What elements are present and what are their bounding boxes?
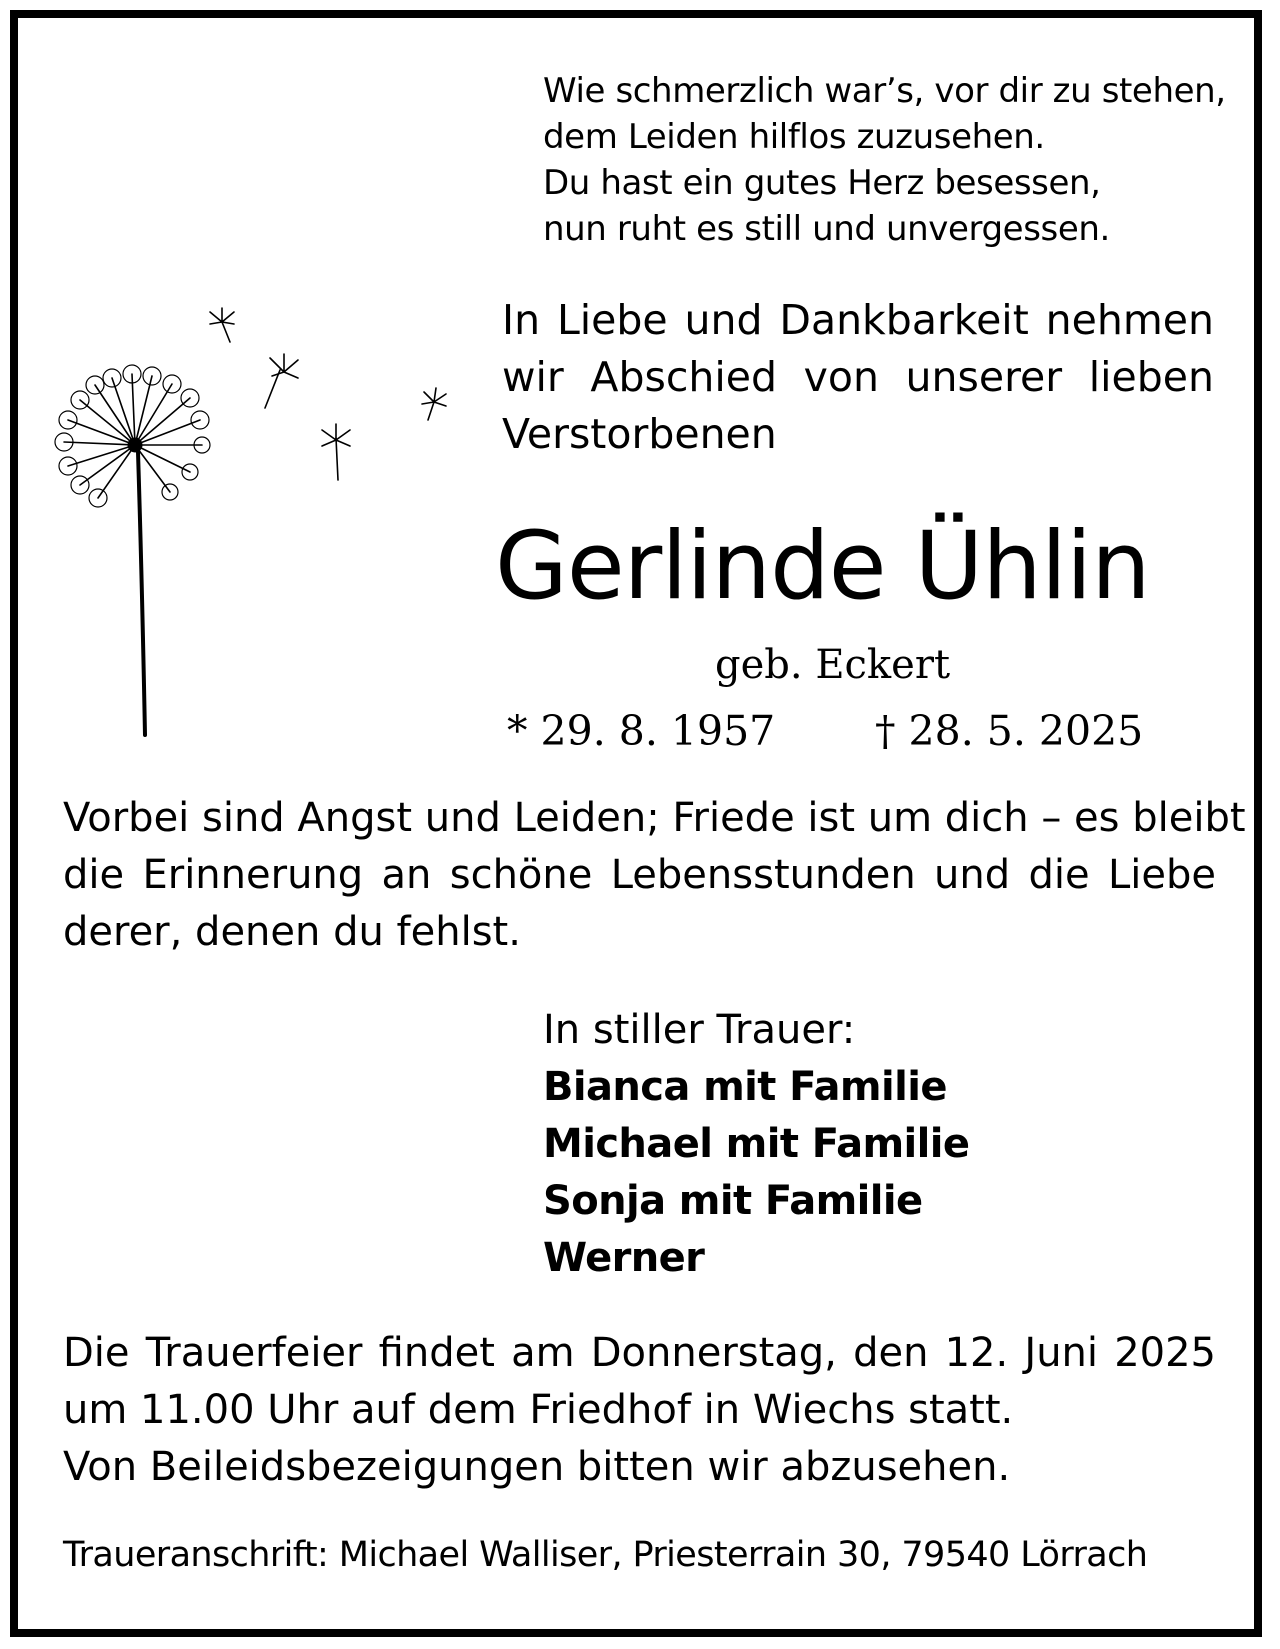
poem-line: Wie schmerzlich war’s, vor dir zu stehen,	[543, 71, 1226, 111]
ceremony-line: Von Beileidsbezeigungen bitten wir abzusehen.	[63, 1444, 1011, 1490]
birth-date: * 29. 8. 1957	[507, 707, 776, 755]
poem	[543, 68, 1226, 252]
poem-line: nun ruht es still und unvergessen.	[543, 209, 1110, 249]
intro-text	[502, 292, 1214, 463]
dandelion-icon	[50, 280, 490, 780]
mourner-entry: Werner	[543, 1235, 705, 1281]
mourners-list	[543, 1002, 969, 1287]
ceremony-info	[63, 1325, 1216, 1496]
intro-line: In Liebe und Dankbarkeit nehmen	[502, 296, 1214, 344]
comfort-text	[63, 790, 1246, 961]
mourner-entry: Michael mit Familie	[543, 1121, 970, 1167]
poem-line: dem Leiden hilflos zuzusehen.	[543, 117, 1045, 157]
mourning-address: Traueranschrift: Michael Walliser, Priesterrain 30, 79540 Lörrach	[63, 1535, 1148, 1575]
maiden-name: geb. Eckert	[715, 642, 951, 688]
mourner-entry: Bianca mit Familie	[543, 1064, 947, 1110]
comfort-line: Vorbei sind Angst und Leiden; Friede ist um dich – es bleibt	[63, 795, 1246, 841]
comfort-line: die Erinnerung an schöne Lebensstunden und die Liebe	[63, 852, 1216, 898]
poem-line: Du hast ein gutes Herz besessen,	[543, 163, 1101, 203]
mourner-entry: Sonja mit Familie	[543, 1178, 923, 1224]
ceremony-line: um 11.00 Uhr auf dem Friedhof in Wiechs statt.	[63, 1387, 1014, 1433]
intro-line: wir Abschied von unserer lieben	[502, 353, 1214, 401]
intro-line: Verstorbenen	[502, 410, 777, 458]
comfort-line: derer, denen du fehlst.	[63, 909, 521, 955]
ceremony-line: Die Trauerfeier findet am Donnerstag, den 12. Juni 2025	[63, 1330, 1216, 1376]
death-date: † 28. 5. 2025	[875, 707, 1144, 755]
mourners-heading: In stiller Trauer:	[543, 1007, 856, 1053]
deceased-name: Gerlinde Ühlin	[495, 512, 1150, 621]
